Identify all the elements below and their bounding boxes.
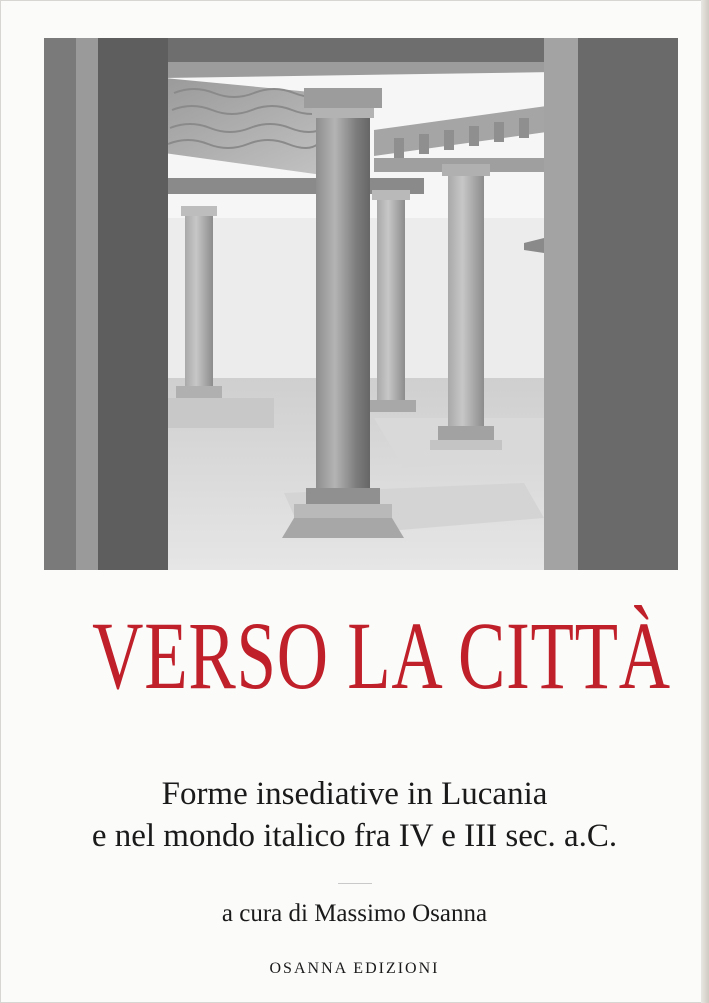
subtitle-line-1: Forme insediative in Lucania (161, 776, 548, 812)
subtitle-line-2: e nel mondo italico fra IV e III sec. a.C. (91, 818, 618, 854)
colonnade-illustration-icon (44, 38, 678, 570)
publisher-name: OSANNA EDIZIONI (269, 960, 440, 977)
editor-credit: a cura di Massimo Osanna (221, 900, 488, 927)
book-title: VERSO LA CITTÀ (92, 602, 671, 709)
divider (338, 883, 372, 884)
